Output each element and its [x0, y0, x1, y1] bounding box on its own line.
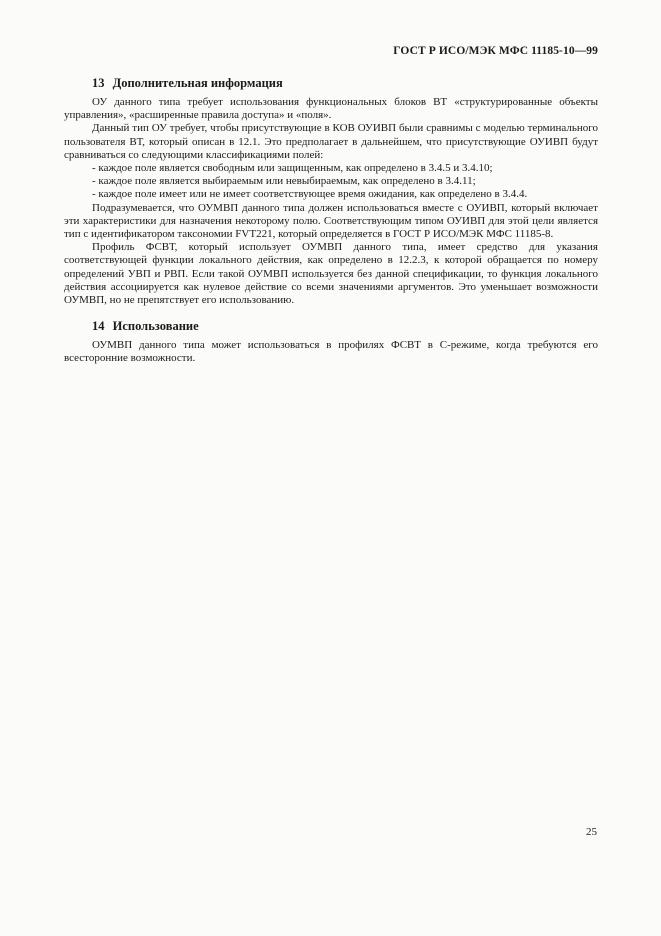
section-14-heading [92, 319, 598, 334]
page-number: 25 [586, 826, 597, 838]
section-13-paragraph-2: Данный тип ОУ требует, чтобы присутствующие в КОВ ОУИВП были сравнимы с моделью терминального пользователя ВТ, который описан в 12.1. Это предполагает в дальнейшем, что присутствующие ОУИВП будут сравниваться со следующими классификациями полей: [64, 122, 598, 161]
section-13-number: 13 [92, 76, 105, 90]
section-14-title: Использование [112, 319, 199, 334]
classification-list-item: - каждое поле является свободным или защищенным, как определено в 3.4.5 и 3.4.10; [92, 162, 493, 175]
section-13-paragraph-1: ОУ данного типа требует использования функциональных блоков ВТ «структурированные объекты управления», «расширенные правила доступа» и «поля». [64, 96, 598, 122]
classification-list-item: - каждое поле имеет или не имеет соответствующее время ожидания, как определено в 3.4.4. [92, 188, 528, 201]
section-13-heading [92, 76, 598, 91]
section-14-number: 14 [92, 319, 105, 334]
section-13-paragraph-4: Профиль ФСВТ, который использует ОУМВП данного типа, имеет средство для указания соответствующей функции локального действия, как определено в 12.2.3, к которой обращается по номеру определений УВП и РВП. Если такой ОУМВП используется без данной спецификации, то функция локального действия ассоциируется как нулевое действие со всеми значениями аргументов. Это уменьшает возможности ОУМВП, но не препятствует его использованию. [64, 241, 598, 307]
section-14-paragraph-1: ОУМВП данного типа может использоваться в профилях ФСВТ в С-режиме, когда требуются его всесторонние возможности. [64, 339, 598, 365]
classification-list-item: - каждое поле является выбираемым или невыбираемым, как определено в 3.4.11; [92, 175, 476, 188]
section-13-title: Дополнительная информация [112, 76, 283, 90]
document-header: ГОСТ Р ИСО/МЭК МФС 11185-10—99 [393, 45, 598, 57]
section-13-paragraph-3: Подразумевается, что ОУМВП данного типа должен использоваться вместе с ОУИВП, который включает эти характеристики для назначения некоторому полю. Соответствующим типом ОУИВП для этой цели является тип с идентификатором таксономии FVT221, который определяется в ГОСТ Р ИСО/МЭК МФС 11185-8. [64, 201, 598, 241]
page-content [64, 76, 598, 366]
